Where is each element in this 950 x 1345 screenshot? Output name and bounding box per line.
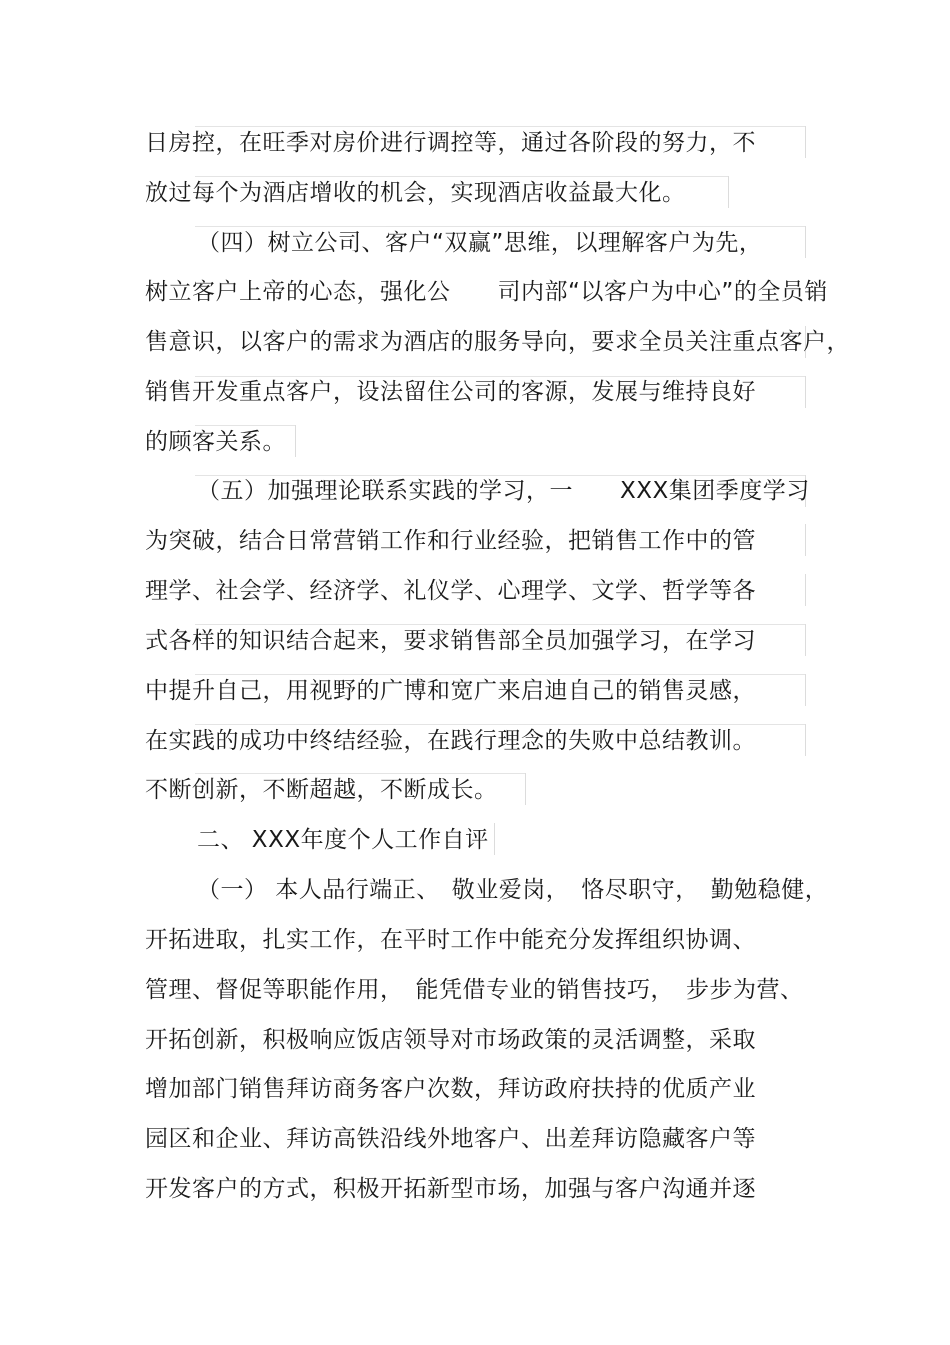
- body-line: 不断创新，不断超越，不断成长。: [145, 777, 498, 803]
- guide-rule: [805, 524, 806, 556]
- guide-rule: [195, 624, 805, 625]
- section-heading: 二、 XXX年度个人工作自评: [197, 827, 489, 853]
- body-line: 式各样的知识结合起来，要求销售部全员加强学习，在学习: [145, 628, 756, 654]
- body-line: 管理、督促等职能作用， 能凭借专业的销售技巧， 步步为营、: [145, 977, 804, 1003]
- paragraph-heading: （五）加强理论联系实践的学习，一 XXX集团季度学习: [197, 478, 810, 504]
- guide-rule: [805, 724, 806, 756]
- guide-rule: [805, 126, 806, 158]
- body-line: 园区和企业、拜访高铁沿线外地客户、出差拜访隐藏客户等: [145, 1126, 756, 1152]
- body-line: 增加部门销售拜访商务客户次数，拜访政府扶持的优质产业: [145, 1076, 756, 1102]
- guide-rule: [494, 823, 495, 855]
- body-line: 理学、社会学、经济学、礼仪学、心理学、文学、哲学等各: [145, 578, 756, 604]
- guide-rule: [728, 176, 729, 208]
- body-line: 的顾客关系。: [145, 429, 286, 455]
- body-line: 为突破，结合日常营销工作和行业经验，把销售工作中的管: [145, 528, 756, 554]
- guide-rule: [525, 773, 526, 805]
- guide-rule: [195, 724, 805, 725]
- body-line: 中提升自己，用视野的广博和宽广来启迪自己的销售灵感，: [145, 678, 756, 704]
- guide-rule: [805, 674, 806, 706]
- guide-rule: [195, 126, 805, 127]
- body-line: 在实践的成功中终结经验，在践行理念的失败中总结教训。: [145, 728, 756, 754]
- guide-rule: [805, 574, 806, 606]
- guide-rule: [805, 624, 806, 656]
- body-line: 开发客户的方式，积极开拓新型市场，加强与客户沟通并逐: [145, 1176, 756, 1202]
- guide-rule: [195, 176, 728, 177]
- body-line: 日房控，在旺季对房价进行调控等，通过各阶段的努力，不: [145, 130, 756, 156]
- guide-rule: [805, 226, 806, 258]
- body-line: 售意识，以客户的需求为酒店的服务导向，要求全员关注重点客户，: [145, 329, 850, 355]
- body-line: 树立客户上帝的心态，强化公 司内部“以客户为中心”的全员销: [145, 279, 828, 305]
- guide-rule: [195, 226, 805, 227]
- paragraph-heading: （四）树立公司、客户“双赢”思维，以理解客户为先，: [197, 230, 763, 256]
- guide-rule: [195, 674, 805, 675]
- guide-rule: [805, 376, 806, 408]
- guide-rule: [195, 425, 295, 426]
- paragraph-heading: （一） 本人品行端正、 敬业爱岗， 恪尽职守， 勤勉稳健，: [197, 877, 829, 903]
- body-line: 开拓进取，扎实工作，在平时工作中能充分发挥组织协调、: [145, 927, 756, 953]
- guide-rule: [195, 773, 525, 774]
- body-line: 放过每个为酒店增收的机会，实现酒店收益最大化。: [145, 180, 686, 206]
- body-line: 开拓创新，积极响应饭店领导对市场政策的灵活调整，采取: [145, 1027, 756, 1053]
- guide-rule: [295, 425, 296, 457]
- body-line: 销售开发重点客户，设法留住公司的客源，发展与维持良好: [145, 379, 756, 405]
